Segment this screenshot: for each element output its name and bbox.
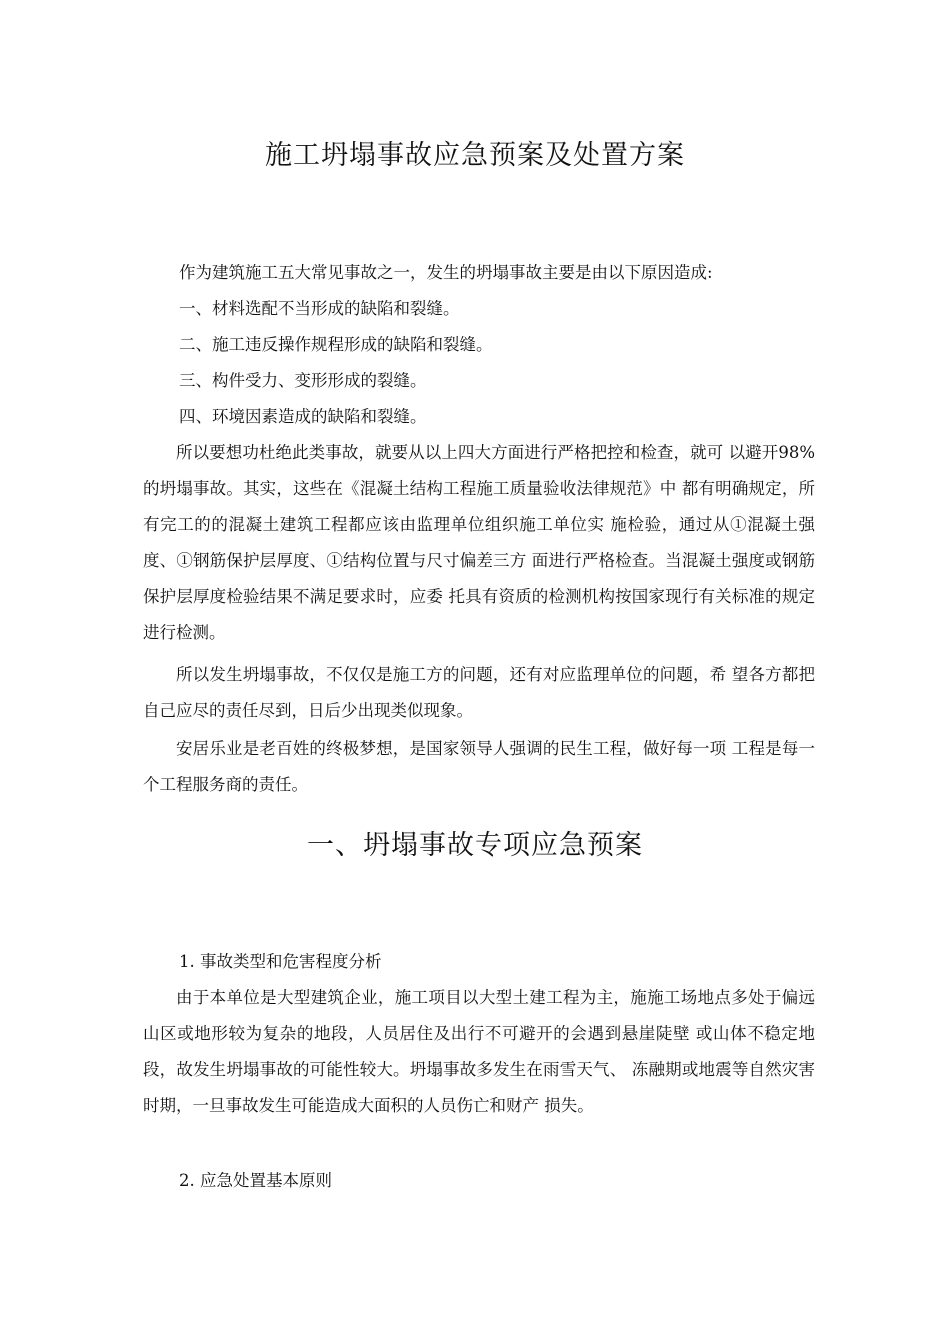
body-paragraph-1: 所以要想功杜绝此类事故，就要从以上四大方面进行严格把控和检查，就可 以避开98%的坍塌事故。其实，这些在《混凝土结构工程施工质量验收法律规范》中 都有明确规定，所有完工的的混凝土建筑工程都应该由监理单位组织施工单位实 施检验，通过从①混凝土强度、①钢筋保护层厚度、①结构位置与尺寸偏差三方 面进行严格检查。当混凝土强度或钢筋保护层厚度检验结果不满足要求时，应委 托具有资质的检测机构按国家现行有关标准的规定进行检测。: [143, 443, 815, 642]
body-paragraph-3: 安居乐业是老百姓的终极梦想，是国家领导人强调的民生工程，做好每一项 工程是每一个工程服务商的责任。: [143, 739, 815, 794]
section-title: 一、坍塌事故专项应急预案: [307, 830, 643, 861]
cause-item-2: 二、施工违反操作规程形成的缺陷和裂缝。: [179, 335, 493, 354]
subsection-2-heading: 2. 应急处置基本原则: [179, 1171, 332, 1190]
body-paragraph-2: 所以发生坍塌事故，不仅仅是施工方的问题，还有对应监理单位的问题，希 望各方都把自己应尽的责任尽到，日后少出现类似现象。: [143, 665, 815, 720]
document-title: 施工坍塌事故应急预案及处置方案: [265, 140, 685, 171]
cause-item-4: 四、环境因素造成的缺陷和裂缝。: [179, 407, 427, 426]
cause-item-1: 一、材料选配不当形成的缺陷和裂缝。: [179, 299, 460, 318]
cause-item-3: 三、构件受力、变形形成的裂缝。: [179, 371, 427, 390]
subsection-1-heading: 1. 事故类型和危害程度分析: [179, 952, 382, 971]
subsection-1-paragraph: 由于本单位是大型建筑企业，施工项目以大型土建工程为主，施施工场地点多处于偏远山区或地形较为复杂的地段，人员居住及出行不可避开的会遇到悬崖陡壁 或山体不稳定地段，故发生坍塌事故的可能性较大。坍塌事故多发生在雨雪天气、 冻融期或地震等自然灾害时期，一旦事故发生可能造成大面积的人员伤亡和财产 损失。: [143, 988, 815, 1115]
intro-paragraph: 作为建筑施工五大常见事故之一，发生的坍塌事故主要是由以下原因造成:: [179, 263, 713, 282]
